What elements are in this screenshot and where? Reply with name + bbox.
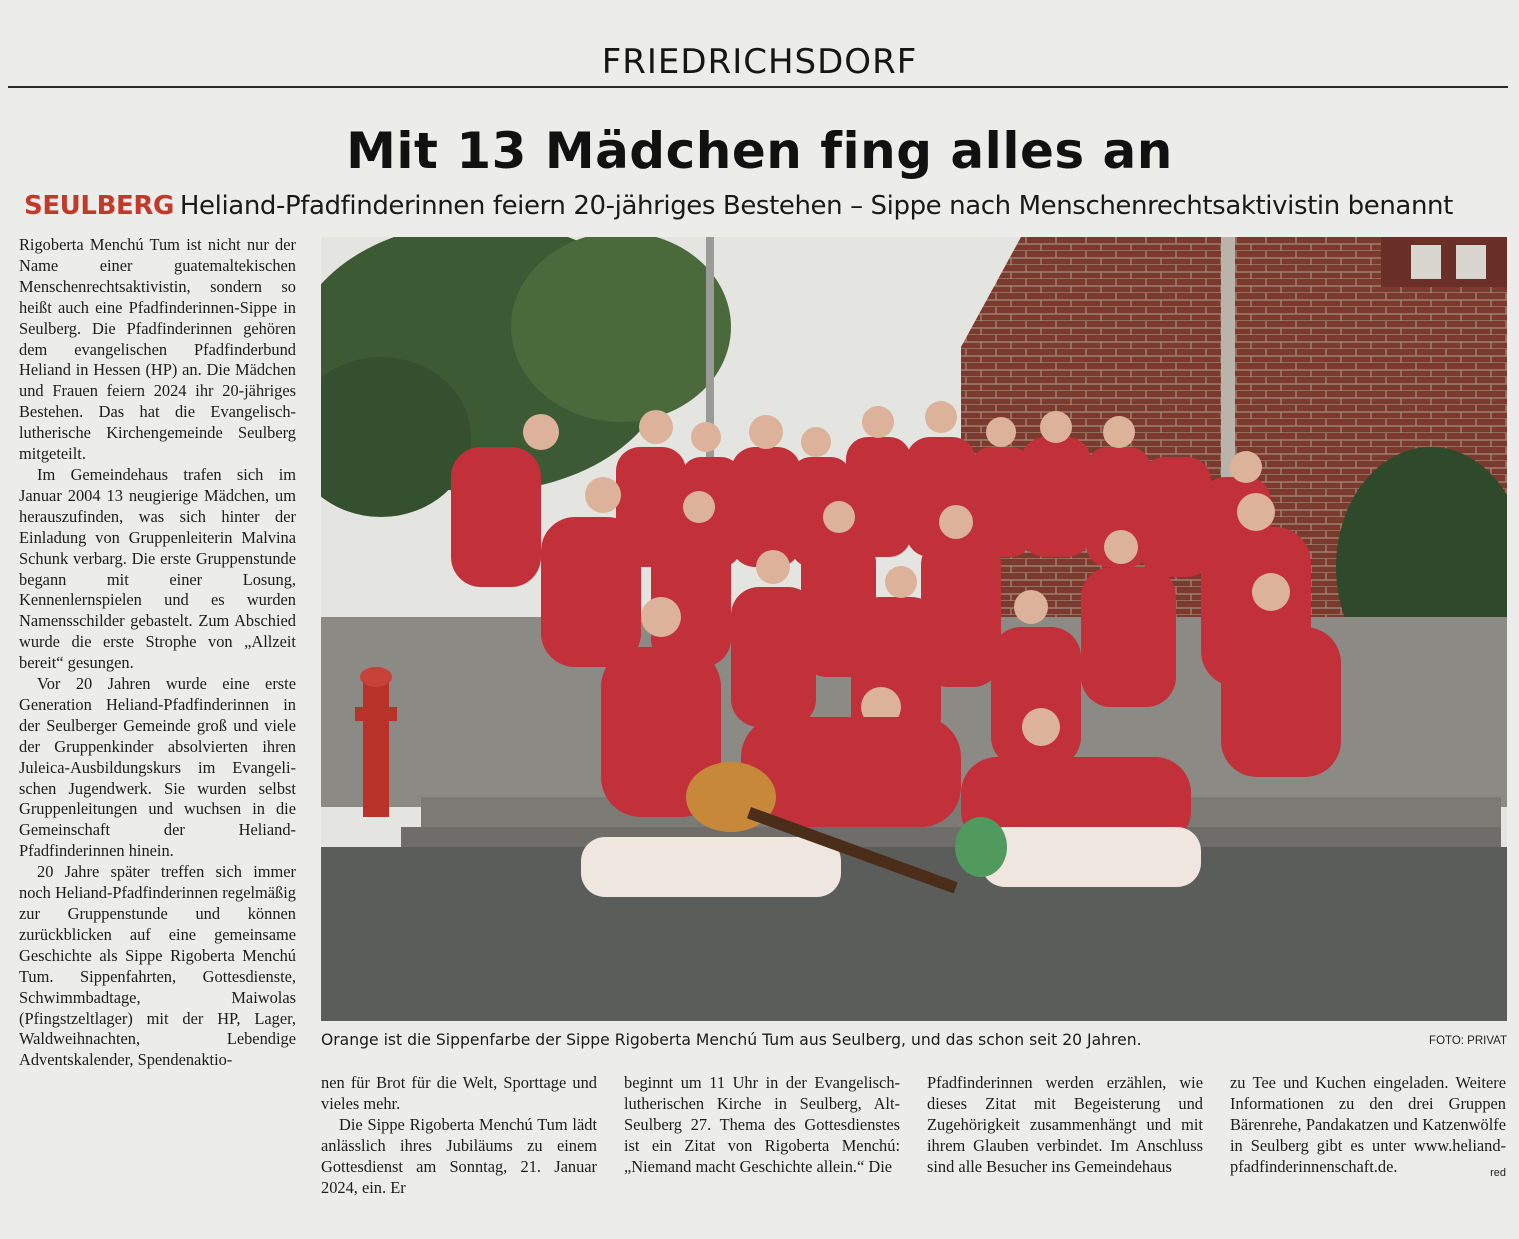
section-rule — [8, 86, 1508, 88]
photo-caption: Orange ist die Sippenfarbe der Sippe Rigoberta Menchú Tum aus Seulberg, und das schon seit 20 Jahren. — [321, 1031, 1142, 1049]
article-column-4 — [927, 1073, 1203, 1201]
hydrant — [363, 677, 389, 817]
paragraph: Rigoberta Menchú Tum ist nicht nur der Name einer guatemaltekischen Menschenrechtsaktivistin, sondern so heißt auch eine Pfadfinderinnen-Sippe in Seulberg. Die Pfadfinderinnen gehören dem evangelischen Pfadfinderbund Heliand in Hessen (HP) an. Die Mädchen und Frauen feiern 2024 ihr 20-jähriges Bestehen. Das hat die Evangelisch-lutherische Kirchengemeinde Seulberg mitgeteilt. — [19, 235, 296, 464]
subline-text: Heliand-Pfadfinderinnen feiern 20-jähriges Bestehen – Sippe nach Menschenrechtsaktivistin benannt — [179, 191, 1453, 221]
photo-credit: FOTO: PRIVAT — [1429, 1035, 1507, 1047]
article-column-3 — [624, 1073, 900, 1201]
article-column-1 — [19, 235, 296, 1237]
article-column-5 — [1230, 1073, 1506, 1201]
article-subline — [24, 191, 1453, 221]
paragraph: Vor 20 Jahren wurde eine erste Generation Heliand-Pfadfinderinnen in der Seulberger Gemeinde groß und viele der Gruppenkinder absolvierten ihren Juleica-Ausbildungskurs im Evangelischen Jugendwerk. Sie wurden selbst Gruppenleitungen und wuchsen in die Gemeinschaft der Heliand-Pfadfinderinnen hinein. — [19, 674, 296, 861]
paragraph: Pfadfinderinnen werden erzählen, wie dieses Zitat mit Begeisterung und Zugehörigkeit zusammenhängt und mit ihrem Glauben verbindet. Im Anschluss sind alle Besucher ins Gemeindehaus — [927, 1073, 1203, 1176]
article-column-2 — [321, 1073, 597, 1201]
location-kicker: SEULBERG — [24, 191, 174, 221]
group-photo — [321, 237, 1507, 1021]
section-title: FRIEDRICHSDORF — [601, 42, 918, 82]
paragraph: Die Sippe Rigoberta Menchú Tum lädt anlässlich ihres Jubiläums zu einem Gottesdienst am Sonntag, 21. Januar 2024, ein. Er — [321, 1114, 597, 1197]
paragraph: beginnt um 11 Uhr in der Evangelisch-lutherischen Kirche in Seulberg, Alt-Seulberg 27. Thema des Gottesdienstes ist ein Zitat von Rigoberta Menchú: „Niemand macht Geschichte allein.“ Die — [624, 1073, 900, 1176]
author-signature: red — [1490, 1166, 1506, 1179]
paragraph: nen für Brot für die Welt, Sporttage und vieles mehr. — [321, 1073, 597, 1113]
paragraph: 20 Jahre später treffen sich immer noch Heliand-Pfadfinderinnen regelmäßig zur Gruppenstunde und können zurückblicken auf eine gemeinsame Geschichte als Sippe Rigoberta Menchú Tum. Sippenfahrten, Gottesdienste, Schwimmbadtage, Maiwolas (Pfingstzeltlager) mit der HP, Lager, Waldweihnachten, Lebendige Adventskalender, Spendenaktio- — [19, 862, 296, 1070]
paragraph-text: zu Tee und Kuchen eingeladen. Weitere Informationen zu den drei Gruppen Bärenrehe, Pandakatzen und Katzenwölfe in Seulberg gibt es unter www.heliand-pfadfinderinnenschaft.de. — [1230, 1073, 1506, 1176]
paragraph — [1230, 1073, 1506, 1178]
paragraph: Im Gemeindehaus trafen sich im Januar 2004 13 neugierige Mädchen, um herauszufinden, was sich hinter der Einladung von Gruppenleiterin Malvina Schunk verbarg. Die erste Gruppenstunde begann mit einer Losung, Kennenlernspielen und es wurden Namensschilder gebastelt. Zum Abschied wurde die erste Strophe von „Allzeit bereit“ gesungen. — [19, 464, 296, 673]
article-headline: Mit 13 Mädchen fing alles an — [346, 122, 1173, 180]
